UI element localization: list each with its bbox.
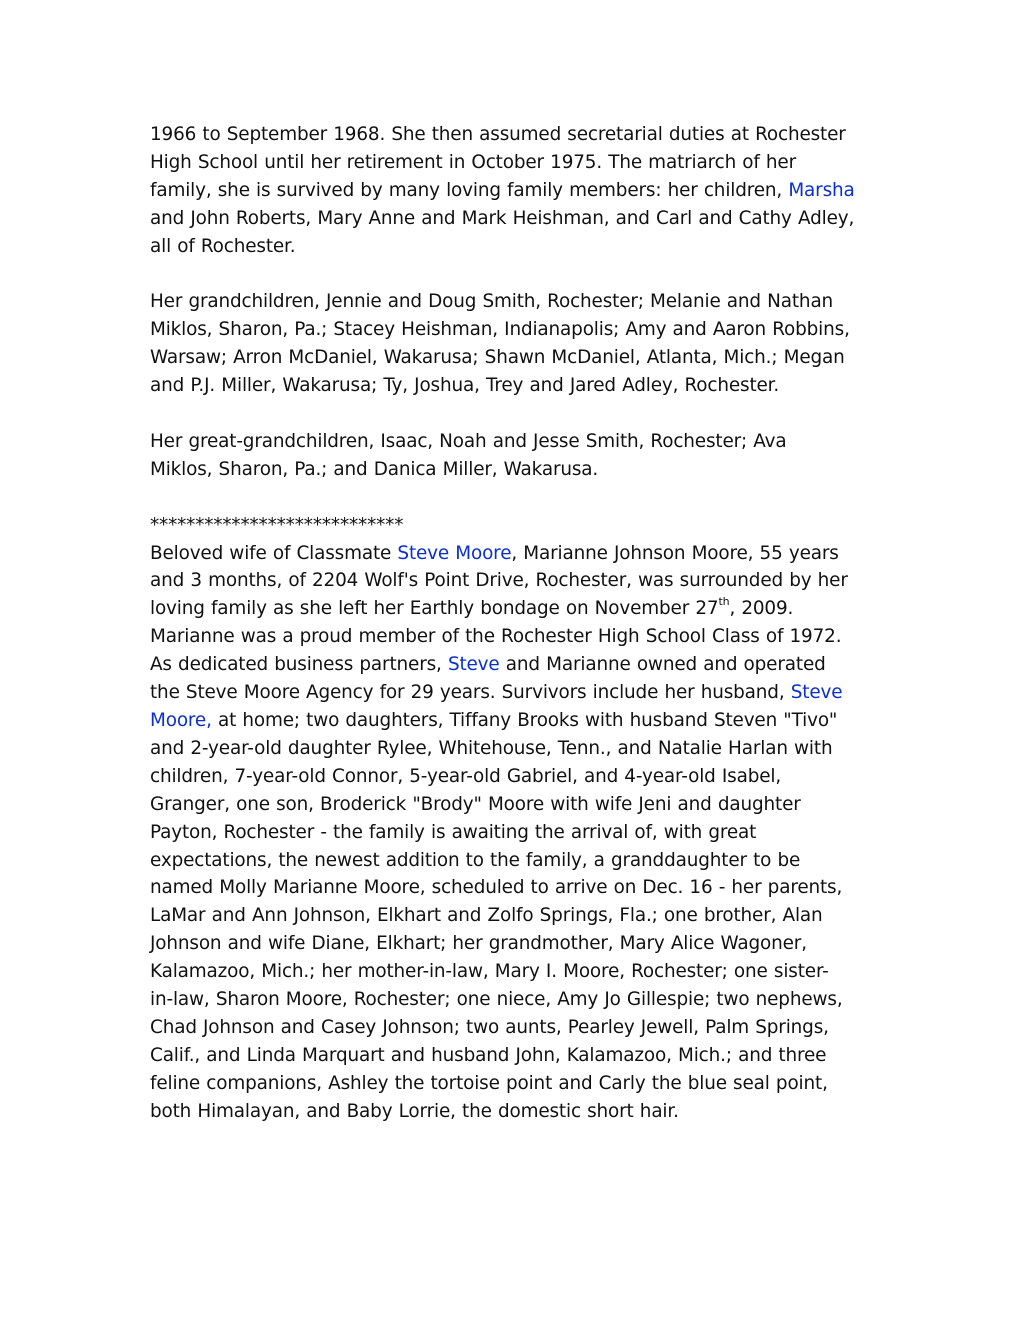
text-segment: loving family as she left her Earthly bondage on November 27 <box>150 598 719 620</box>
paragraph-retirement <box>150 121 890 261</box>
text-line <box>150 540 890 568</box>
link-steve-moore[interactable]: Steve Moore <box>397 542 512 564</box>
text-line <box>150 177 890 205</box>
text-line: and 3 months, of 2204 Wolf's Point Drive, Rochester, was surrounded by her <box>150 570 848 592</box>
text-line: and John Roberts, Mary Anne and Mark Heishman, and Carl and Cathy Adley, <box>150 207 855 229</box>
document-page <box>150 121 890 1126</box>
text-line: expectations, the newest addition to the family, a granddaughter to be <box>150 849 801 871</box>
text-line <box>150 651 890 679</box>
text-segment: As dedicated business partners, <box>150 654 448 676</box>
text-line: and 2-year-old daughter Rylee, Whitehouse, Tenn., and Natalie Harlan with <box>150 737 833 759</box>
text-line <box>150 679 890 707</box>
link-steve[interactable]: Steve <box>447 654 500 676</box>
text-line: High School until her retirement in October 1975. The matriarch of her <box>150 151 796 173</box>
text-line: Granger, one son, Broderick "Brody" Moore with wife Jeni and daughter <box>150 793 801 815</box>
link-steve-husband[interactable]: Steve <box>790 682 843 704</box>
text-line: Marianne was a proud member of the Rochester High School Class of 1972. <box>150 626 842 648</box>
paragraph-grandchildren <box>150 288 890 400</box>
text-line: Calif., and Linda Marquart and husband John, Kalamazoo, Mich.; and three <box>150 1044 827 1066</box>
link-marsha[interactable]: Marsha <box>782 179 855 201</box>
text-line: both Himalayan, and Baby Lorrie, the domestic short hair. <box>150 1100 679 1122</box>
separator-asterisks: **************************** <box>150 514 404 536</box>
paragraph-gap <box>150 400 890 428</box>
text-line: Her great-grandchildren, Isaac, Noah and Jesse Smith, Rochester; Ava <box>150 430 787 452</box>
text-line: all of Rochester. <box>150 235 296 257</box>
text-line: children, 7-year-old Connor, 5-year-old Gabriel, and 4-year-old Isabel, <box>150 765 782 787</box>
text-segment: and Marianne owned and operated <box>499 654 826 676</box>
text-segment: , 2009. <box>729 598 794 620</box>
text-segment: family, she is survived by many loving family members: her children, <box>150 179 783 201</box>
text-line: 1966 to September 1968. She then assumed secretarial duties at Rochester <box>150 124 846 145</box>
text-segment: , Marianne Johnson Moore, 55 years <box>511 542 839 564</box>
text-line: and P.J. Miller, Wakarusa; Ty, Joshua, Trey and Jared Adley, Rochester. <box>150 375 780 397</box>
paragraph-gap <box>150 484 890 512</box>
text-line <box>150 595 890 623</box>
ordinal-superscript: th <box>718 595 730 609</box>
text-line: named Molly Marianne Moore, scheduled to arrive on Dec. 16 - her parents, <box>150 877 843 899</box>
text-line: Miklos, Sharon, Pa.; and Danica Miller, Wakarusa. <box>150 458 599 480</box>
paragraph-great-grandchildren <box>150 428 890 484</box>
text-line: Chad Johnson and Casey Johnson; two aunts, Pearley Jewell, Palm Springs, <box>150 1016 829 1038</box>
text-line: Her grandchildren, Jennie and Doug Smith, Rochester; Melanie and Nathan <box>150 291 834 313</box>
text-line: Miklos, Sharon, Pa.; Stacey Heishman, Indianapolis; Amy and Aaron Robbins, <box>150 319 850 341</box>
text-line: Johnson and wife Diane, Elkhart; her grandmother, Mary Alice Wagoner, <box>150 933 807 955</box>
text-line <box>150 707 890 735</box>
text-line: feline companions, Ashley the tortoise point and Carly the blue seal point, <box>150 1072 828 1094</box>
link-moore-husband[interactable]: Moore, <box>150 709 212 731</box>
text-segment: the Steve Moore Agency for 29 years. Survivors include her husband, <box>150 682 791 704</box>
text-line: in-law, Sharon Moore, Rochester; one niece, Amy Jo Gillespie; two nephews, <box>150 989 843 1011</box>
text-line: LaMar and Ann Johnson, Elkhart and Zolfo Springs, Fla.; one brother, Alan <box>150 905 823 927</box>
text-line: Payton, Rochester - the family is awaiting the arrival of, with great <box>150 821 757 843</box>
text-line: Kalamazoo, Mich.; her mother-in-law, Mary I. Moore, Rochester; one sister- <box>150 961 829 983</box>
text-segment: Beloved wife of Classmate <box>150 542 398 564</box>
text-segment: at home; two daughters, Tiffany Brooks with husband Steven "Tivo" <box>211 709 838 731</box>
paragraph-marianne-moore <box>150 540 890 1126</box>
text-line: Warsaw; Arron McDaniel, Wakarusa; Shawn McDaniel, Atlanta, Mich.; Megan <box>150 347 845 369</box>
paragraph-gap <box>150 261 890 289</box>
